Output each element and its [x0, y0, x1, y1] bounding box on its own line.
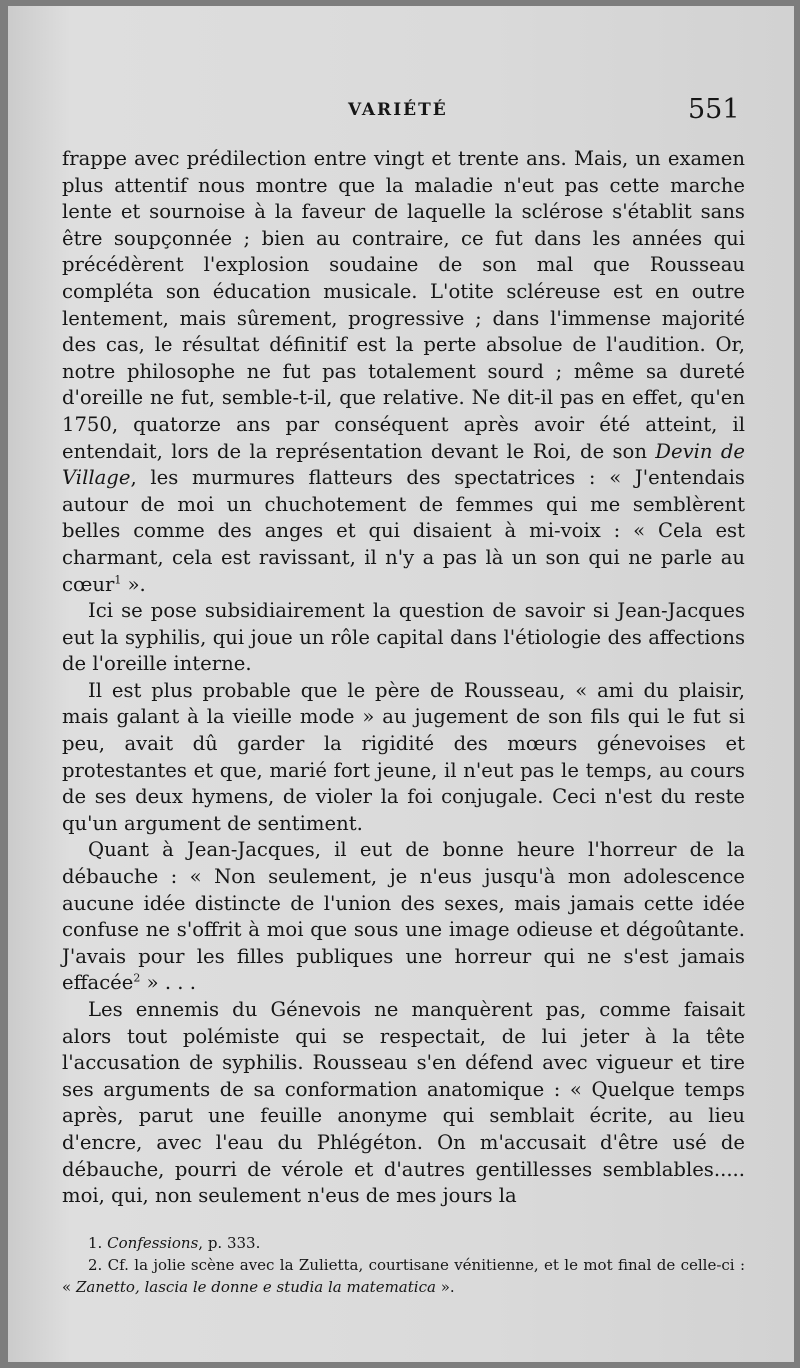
- page-number: 551: [688, 94, 740, 125]
- footnote-1: 1. Confessions, p. 333.: [88, 1234, 261, 1252]
- work-title: Devin de Village: [62, 439, 745, 490]
- paragraph-1: frappe avec prédilection entre vingt et trente ans. Mais, un examen plus attentif nous montre que la maladie n'eut pas cette marche lente et sournoise à la faveur de laquelle la sclérose s'établit sans être soupçonnée ; bien au contraire, ce fut dans les années qui précédèrent l'explosion soudaine de son mal que Rousseau compléta son éducation musicale. L'otite scléreuse est en outre lentement, mais sûrement, progressive ; dans l'immense majorité des cas, le résultat définitif est la perte absolue de l'audition. Or, notre philosophe ne fut pas totalement sourd ; même sa dureté d'oreille ne fut, semble-t-il, que relative. Ne dit-il pas en effet, qu'en 1750, quatorze ans par conséquent après avoir été atteint, il entendait, lors de la représentation devant le Roi, de son Devin de Village, les murmures flatteurs des spectatrices : « J'entendais autour de moi un chuchotement de femmes qui me semblèrent belles comme des anges et qui disaient à mi-voix : « Cela est charmant, cela est ravissant, il n'y a pas là un son qui ne parle au cœur$^1$ ».: [62, 147, 745, 596]
- paragraph-3: Il est plus probable que le père de Rousseau, « ami du plaisir, mais galant à la vieille mode » au jugement de son fils qui le fut si peu, avait dû garder la rigidité des mœurs génevoises et protestantes et que, marié fort jeune, il n'eut pas le temps, au cours de ses deux hymens, de violer la foi conjugale. Ceci n'est du reste qu'un argument de sentiment.: [62, 678, 745, 835]
- footnote-ref-2: 2: [133, 971, 141, 985]
- footnotes: [62, 1232, 745, 1298]
- page-header: [8, 94, 794, 130]
- paragraph-2: Ici se pose subsidiairement la question de savoir si Jean-Jacques eut la syphilis, qui joue un rôle capital dans l'étiologie des affections de l'oreille interne.: [62, 599, 745, 676]
- book-page: [8, 6, 794, 1362]
- footnote-ref-1: 1: [114, 572, 122, 586]
- paragraph-5: Les ennemis du Génevois ne manquèrent pas, comme faisait alors tout polémiste qui se respectait, de lui jeter à la tête l'accusation de syphilis. Rousseau s'en défend avec vigueur et tire ses arguments de sa conformation anatomique : « Quelque temps après, parut une feuille anonyme qui semblait écrite, au lieu d'encre, avec l'eau du Phlégéton. On m'accusait d'être usé de débauche, pourri de vérole et d'autres gentillesses semblables..... moi, qui, non seulement n'eus de mes jours la: [62, 998, 745, 1208]
- paragraph-4: Quant à Jean-Jacques, il eut de bonne heure l'horreur de la débauche : « Non seulement, je n'eus jusqu'à mon adolescence aucune idée distincte de l'union des sexes, mais jamais cette idée confuse ne s'offrit à moi que sous une image odieuse et dégoûtante. J'avais pour les filles publiques une horreur qui ne s'est jamais effacée$^2$ » . . .: [62, 838, 745, 995]
- body-text: [62, 146, 745, 1210]
- footnote-2: 2. Cf. la jolie scène avec la Zulietta, courtisane vénitienne, et le mot final de celle-ci : « Zanetto, lascia le donne e studia la matematica ».: [62, 1256, 745, 1296]
- running-title: VARIÉTÉ: [348, 100, 448, 120]
